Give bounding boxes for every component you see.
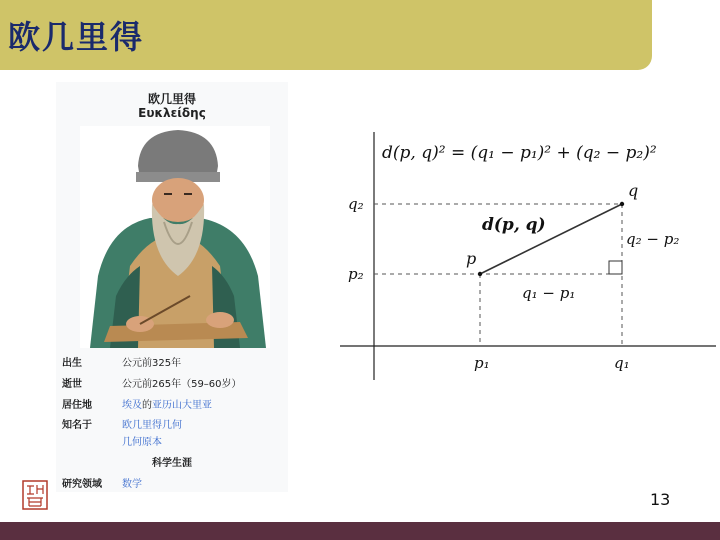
seal-stamp-icon (22, 480, 48, 510)
label-q1-axis: q₁ (614, 354, 630, 372)
infobox-name-greek: Ευκλείδης (138, 106, 206, 120)
point-p-marker (478, 272, 482, 276)
label-residence: 居住地 (62, 400, 92, 411)
label-dy: q₂ − p₂ (626, 230, 680, 248)
slide-title: 欧几里得 (8, 18, 145, 56)
label-point-q: q (628, 181, 639, 200)
label-p1-axis: p₁ (474, 354, 490, 372)
label-death: 逝世 (62, 379, 82, 390)
label-known-for: 知名于 (62, 420, 92, 431)
section-scientific-career: 科学生涯 (152, 458, 192, 469)
label-distance: d(p, q) (482, 215, 546, 235)
label-point-p: p (466, 249, 477, 268)
value-residence (122, 396, 212, 411)
euclidean-distance-diagram (322, 128, 718, 382)
point-q-marker (620, 202, 624, 206)
link-mathematics[interactable]: 数学 (122, 479, 142, 490)
distance-formula: d(p, q)² = (q₁ − p₁)² + (q₂ − p₂)² (382, 143, 657, 163)
label-p2-axis: p₂ (348, 265, 364, 283)
link-alexandria[interactable]: 亚历山大里亚 (152, 400, 212, 411)
value-birth: 公元前325年 (122, 358, 182, 369)
label-q2-axis: q₂ (348, 195, 364, 213)
link-egypt[interactable]: 埃及 (122, 400, 142, 411)
label-birth: 出生 (62, 358, 82, 369)
infobox-name-zh: 欧几里得 (147, 92, 196, 106)
page-number: 13 (650, 490, 671, 509)
label-dx: q₁ − p₁ (522, 284, 576, 302)
residence-connector: 的 (142, 400, 152, 411)
link-euclidean-geometry[interactable]: 欧几里得几何 (122, 420, 182, 431)
label-field: 研究领域 (62, 479, 102, 490)
link-elements[interactable]: 几何原本 (122, 437, 162, 448)
value-death: 公元前265年（59–60岁） (122, 379, 242, 390)
footer-bar (0, 522, 720, 540)
euclid-portrait-image (80, 126, 270, 348)
